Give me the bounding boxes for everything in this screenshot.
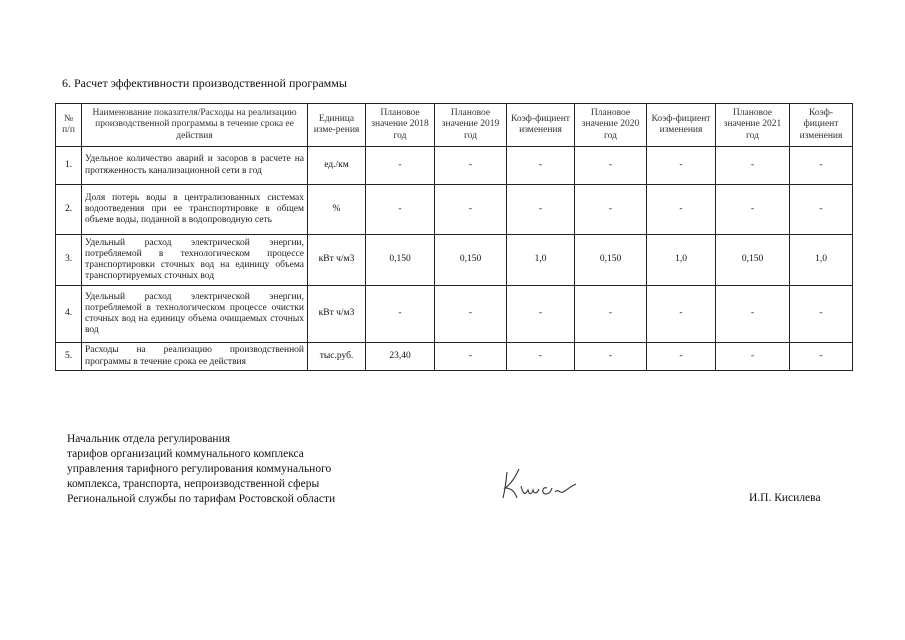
- row-unit: %: [308, 185, 366, 235]
- row-plan-2021: -: [716, 147, 790, 185]
- signatory-title-line: управления тарифного регулирования коммунального: [67, 463, 332, 475]
- section-heading: 6. Расчет эффективности производственной программы: [62, 76, 347, 90]
- signatory-title-line: тарифов организаций коммунального комплекса: [67, 448, 304, 460]
- header-plan-2020: Плановое значение 2020 год: [575, 104, 647, 147]
- row-coef-2: -: [647, 343, 716, 371]
- row-plan-2021: -: [716, 343, 790, 371]
- row-plan-2019: -: [435, 286, 507, 343]
- row-plan-2018: -: [366, 286, 435, 343]
- row-plan-2020: -: [575, 286, 647, 343]
- row-num: 5.: [56, 343, 82, 371]
- table-row: [56, 185, 853, 235]
- signatory-title-line: комплекса, транспорта, непроизводственной сферы: [67, 478, 320, 490]
- efficiency-table: [55, 103, 853, 371]
- header-plan-2019: Плановое значение 2019 год: [435, 104, 507, 147]
- row-coef-1: -: [507, 286, 575, 343]
- row-coef-3: -: [790, 147, 853, 185]
- header-unit: Единица изме-рения: [308, 104, 366, 147]
- row-name: Доля потерь воды в централизованных системах водоотведения при ее транспортировке в общем объеме воды, поданной в водопроводную сеть: [82, 185, 308, 235]
- row-coef-3: -: [790, 185, 853, 235]
- row-coef-1: 1,0: [507, 235, 575, 286]
- row-name: Удельный расход электрической энергии, потребляемой в технологическом процессе транспортировки сточных вод на единицу объема транспортируемых сточных вод: [82, 235, 308, 286]
- row-unit: кВт ч/м3: [308, 235, 366, 286]
- header-coef-2: Коэф-фициент изменения: [647, 104, 716, 147]
- row-num: 4.: [56, 286, 82, 343]
- row-plan-2019: 0,150: [435, 235, 507, 286]
- row-plan-2019: -: [435, 185, 507, 235]
- table-row: [56, 343, 853, 371]
- header-coef-1: Коэф-фициент изменения: [507, 104, 575, 147]
- row-name: Удельное количество аварий и засоров в расчете на протяженность канализационной сети в год: [82, 147, 308, 185]
- row-coef-3: -: [790, 343, 853, 371]
- table-header-row: [56, 104, 853, 147]
- row-plan-2020: -: [575, 147, 647, 185]
- row-plan-2020: -: [575, 185, 647, 235]
- row-num: 2.: [56, 185, 82, 235]
- row-plan-2018: -: [366, 185, 435, 235]
- signatory-title-line: Региональной службы по тарифам Ростовской области: [67, 493, 336, 505]
- table-row: [56, 286, 853, 343]
- row-coef-2: -: [647, 147, 716, 185]
- row-plan-2018: 0,150: [366, 235, 435, 286]
- row-plan-2020: 0,150: [575, 235, 647, 286]
- header-plan-2021: Плановое значение 2021 год: [716, 104, 790, 147]
- row-coef-2: -: [647, 185, 716, 235]
- row-name: Расходы на реализацию производственной программы в течение срока ее действия: [82, 343, 308, 371]
- table-row: [56, 147, 853, 185]
- table-row: [56, 235, 853, 286]
- row-coef-3: -: [790, 286, 853, 343]
- header-num: № п/п: [56, 104, 82, 147]
- header-plan-2018: Плановое значение 2018 год: [366, 104, 435, 147]
- row-coef-3: 1,0: [790, 235, 853, 286]
- row-coef-1: -: [507, 185, 575, 235]
- row-unit: ед./км: [308, 147, 366, 185]
- row-plan-2018: 23,40: [366, 343, 435, 371]
- row-plan-2019: -: [435, 343, 507, 371]
- handwritten-signature: [497, 464, 579, 504]
- row-coef-1: -: [507, 147, 575, 185]
- row-unit: кВт ч/м3: [308, 286, 366, 343]
- row-plan-2021: 0,150: [716, 235, 790, 286]
- row-coef-2: 1,0: [647, 235, 716, 286]
- row-num: 3.: [56, 235, 82, 286]
- row-plan-2018: -: [366, 147, 435, 185]
- signatory-name: И.П. Кисилева: [749, 492, 821, 504]
- signature-title-block: [67, 432, 335, 507]
- signatory-title-line: Начальник отдела регулирования: [67, 433, 231, 445]
- row-coef-2: -: [647, 286, 716, 343]
- row-coef-1: -: [507, 343, 575, 371]
- row-num: 1.: [56, 147, 82, 185]
- row-plan-2021: -: [716, 286, 790, 343]
- row-unit: тыс.руб.: [308, 343, 366, 371]
- row-plan-2021: -: [716, 185, 790, 235]
- row-plan-2019: -: [435, 147, 507, 185]
- row-plan-2020: -: [575, 343, 647, 371]
- header-name: Наименование показателя/Расходы на реализацию производственной программы в течение срока ее действия: [82, 104, 308, 147]
- row-name: Удельный расход электрической энергии, потребляемой в технологическом процессе очистки сточных вод на единицу объема очищаемых сточных вод: [82, 286, 308, 343]
- header-coef-3: Коэф-фициент изменения: [790, 104, 853, 147]
